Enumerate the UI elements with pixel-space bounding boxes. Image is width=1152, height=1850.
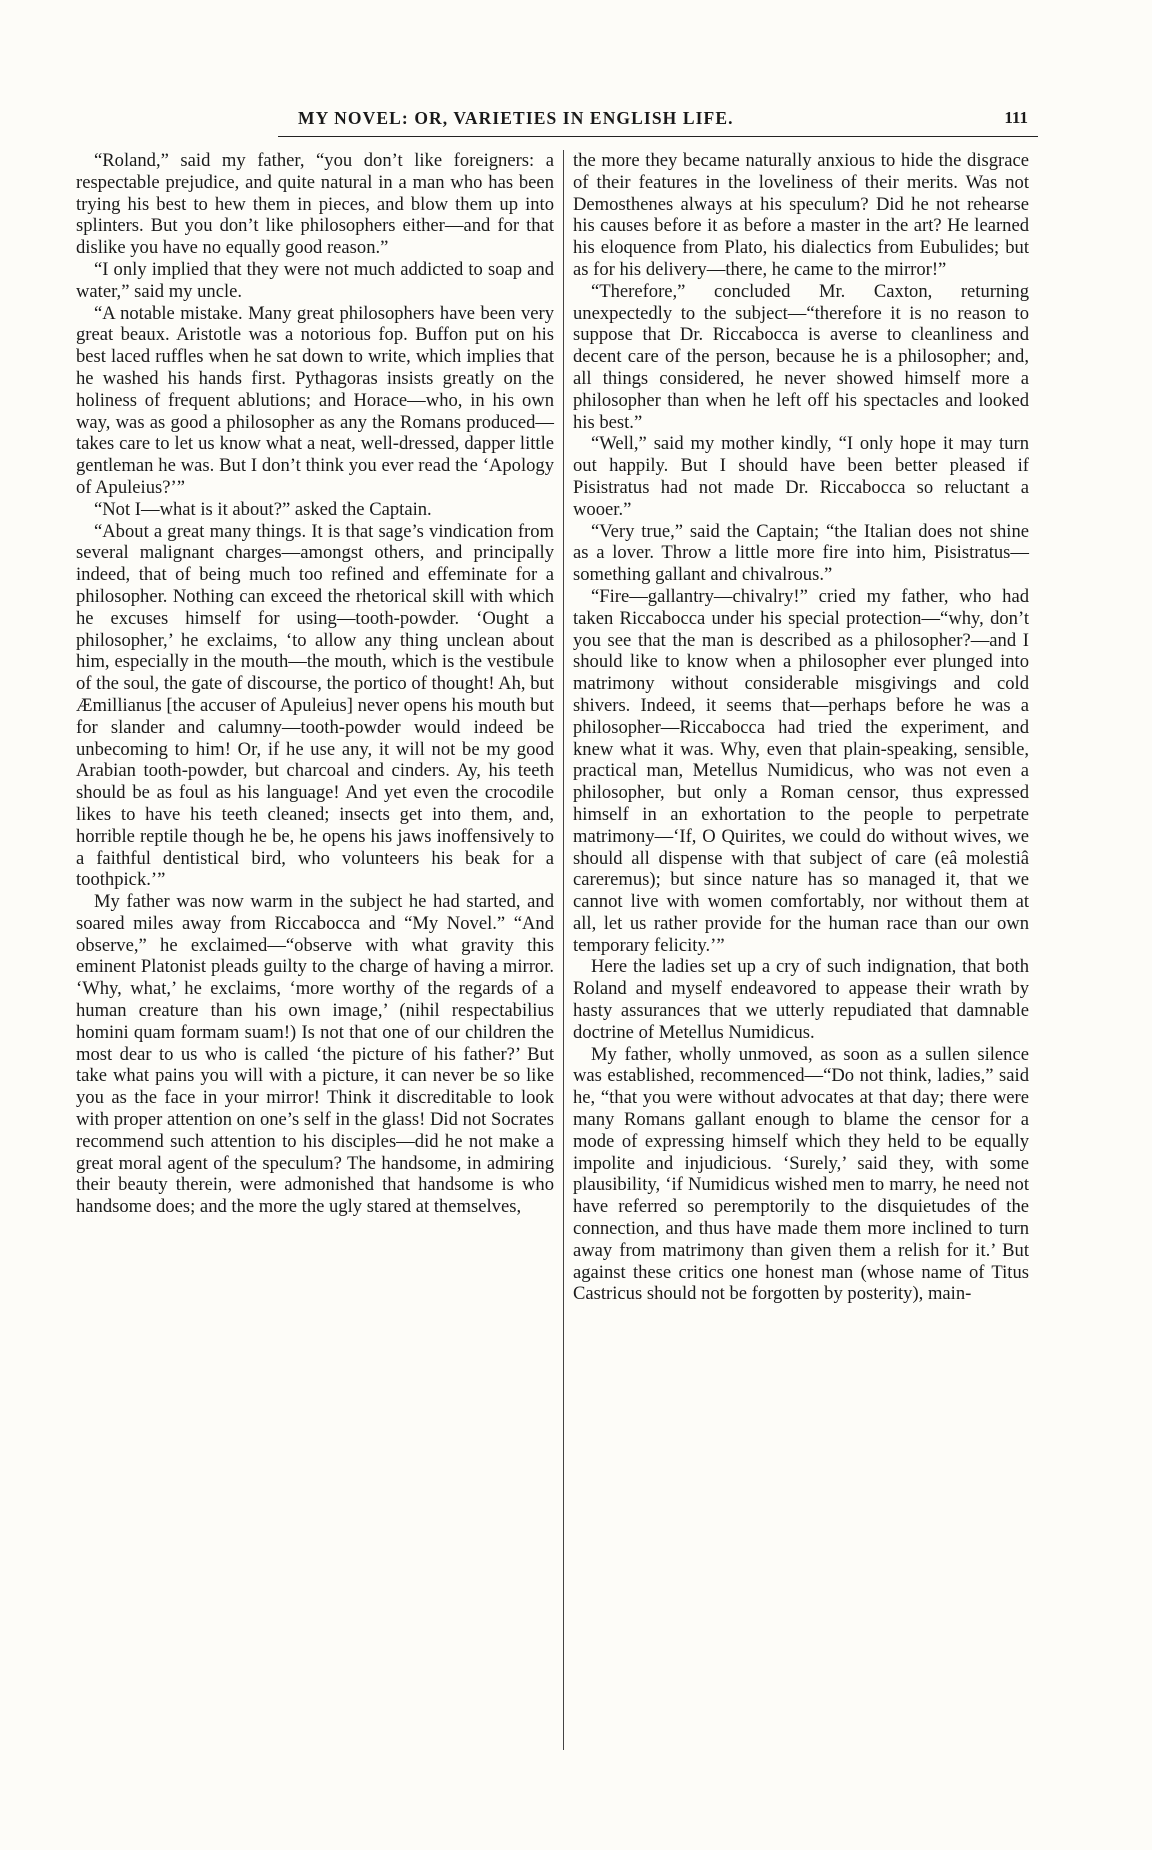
paragraph: “About a great many things. It is that sage’s vindication from several malignant charges—amongst others, and principally indeed, that of being much too refined and effeminate for a philosopher. Nothing can exceed the rhetorical skill with which he excuses himself for using—tooth-powder. ‘Ought a philosopher,’ he exclaims, ‘to allow any thing unclean about him, especially in the mouth—the mouth, which is the vestibule of the soul, the gate of discourse, the portico of thought! Ah, but Æmillianus [the accuser of Apuleius] never opens his mouth but for slander and calumny—tooth-powder would indeed be unbecoming to him! Or, if he use any, it will not be my good Arabian tooth-powder, but charcoal and cinders. Ay, his teeth should be as foul as his language! And yet even the crocodile likes to have his teeth cleaned; insects get into them, and, horrible reptile though he be, he opens his jaws inoffensively to a faithful dentistical bird, who volunteers his beak for a toothpick.’” [76, 520, 554, 891]
running-title: MY NOVEL: OR, VARIETIES IN ENGLISH LIFE. [298, 108, 734, 128]
paragraph: “A notable mistake. Many great philosophers have been very great beaux. Aristotle was a notorious fop. Buffon put on his best laced ruffles when he sat down to write, which implies that he washed his hands first. Pythagoras insists greatly on the holiness of frequent ablutions; and Horace—who, in his own way, was as good a philosopher as any the Romans produced—takes care to let us know what a neat, well-dressed, dapper little gentleman he was. But I don’t think you ever read the ‘Apology of Apuleius?’” [76, 302, 554, 498]
paragraph: “Fire—gallantry—chivalry!” cried my father, who had taken Riccabocca under his special protection—“why, don’t you see that the man is described as a philosopher?—and I should like to know when a philosopher ever plunged into matrimony without considerable misgivings and cold shivers. Indeed, it seems that—perhaps before he was a philosopher—Riccabocca had tried the experiment, and knew what it was. Why, even that plain-speaking, sensible, practical man, Metellus Numidicus, who was not even a philosopher, but only a Roman censor, thus expressed himself in an exhortation to the people to perpetrate matrimony—‘If, O Quirites, we could do without wives, we should all dispense with that subject of care (eâ molestiâ careremus); but since nature has so managed it, that we cannot live with women comfortably, nor without them at all, let us rather provide for the human race than our own temporary felicity.’” [573, 585, 1029, 956]
paragraph: the more they became naturally anxious to hide the disgrace of their features in the loveliness of their merits. Was not Demosthenes always at his speculum? Did he not rehearse his causes before it as before a master in the art? He learned his eloquence from Plato, his dialectics from Eubulides; but as for his delivery—there, he came to the mirror!” [573, 150, 1029, 280]
page-number: 111 [1004, 108, 1028, 127]
paragraph: “Well,” said my mother kindly, “I only hope it may turn out happily. But I should have been better pleased if Pisistratus had not made Dr. Riccabocca so reluctant a wooer.” [573, 433, 1029, 520]
paragraph: Here the ladies set up a cry of such indignation, that both Roland and myself endeavored to appease their wrath by hasty assurances that we utterly repudiated that damnable doctrine of Metellus Numidicus. [573, 956, 1029, 1043]
paragraph: “I only implied that they were not much addicted to soap and water,” said my uncle. [76, 258, 554, 302]
right-column [573, 150, 1029, 1305]
column-divider [563, 150, 564, 1750]
paragraph: “Very true,” said the Captain; “the Italian does not shine as a lover. Throw a little more fire into him, Pisistratus—something gallant and chivalrous.” [573, 520, 1029, 586]
paragraph: “Roland,” said my father, “you don’t like foreigners: a respectable prejudice, and quite natural in a man who has been trying his best to hew them in pieces, and blow them up into splinters. But you don’t like philosophers either—and for that dislike you have no equally good reason.” [76, 150, 554, 259]
left-column [76, 150, 554, 1218]
running-header [278, 108, 1038, 137]
paragraph: “Therefore,” concluded Mr. Caxton, returning unexpectedly to the subject—“therefore it is no reason to suppose that Dr. Riccabocca is averse to cleanliness and decent care of the person, because he is a philosopher; and, all things considered, he never showed himself more a philosopher than when he left off his spectacles and looked his best.” [573, 280, 1029, 433]
paragraph: “Not I—what is it about?” asked the Captain. [94, 498, 432, 520]
paragraph: My father was now warm in the subject he had started, and soared miles away from Riccabocca and “My Novel.” “And observe,” he exclaimed—“observe with what gravity this eminent Platonist pleads guilty to the charge of having a mirror. ‘Why, what,’ he exclaims, ‘more worthy of the regards of a human creature than his own image,’ (nihil respectabilius homini quam formam suam!) Is not that one of our children the most dear to us who is called ‘the picture of his father?’ But take what pains you will with a picture, it can never be so like you as the face in your mirror! Think it discreditable to look with proper attention on one’s self in the glass! Did not Socrates recommend such attention to his disciples—did he not make a great moral agent of the speculum? The handsome, in admiring their beauty therein, were admonished that handsome is who handsome does; and the more the ugly stared at themselves, [76, 891, 554, 1218]
paragraph: My father, wholly unmoved, as soon as a sullen silence was established, recommenced—“Do not think, ladies,” said he, “that you were without advocates at that day; there were many Romans gallant enough to blame the censor for a mode of expressing himself which they held to be equally impolite and injudicious. ‘Surely,’ said they, with some plausibility, ‘if Numidicus wished men to marry, he need not have referred so peremptorily to the disquietudes of the connection, and thus have made them more inclined to turn away from matrimony than given them a relish for it.’ But against these critics one honest man (whose name of Titus Castricus should not be forgotten by posterity), main- [573, 1043, 1029, 1305]
